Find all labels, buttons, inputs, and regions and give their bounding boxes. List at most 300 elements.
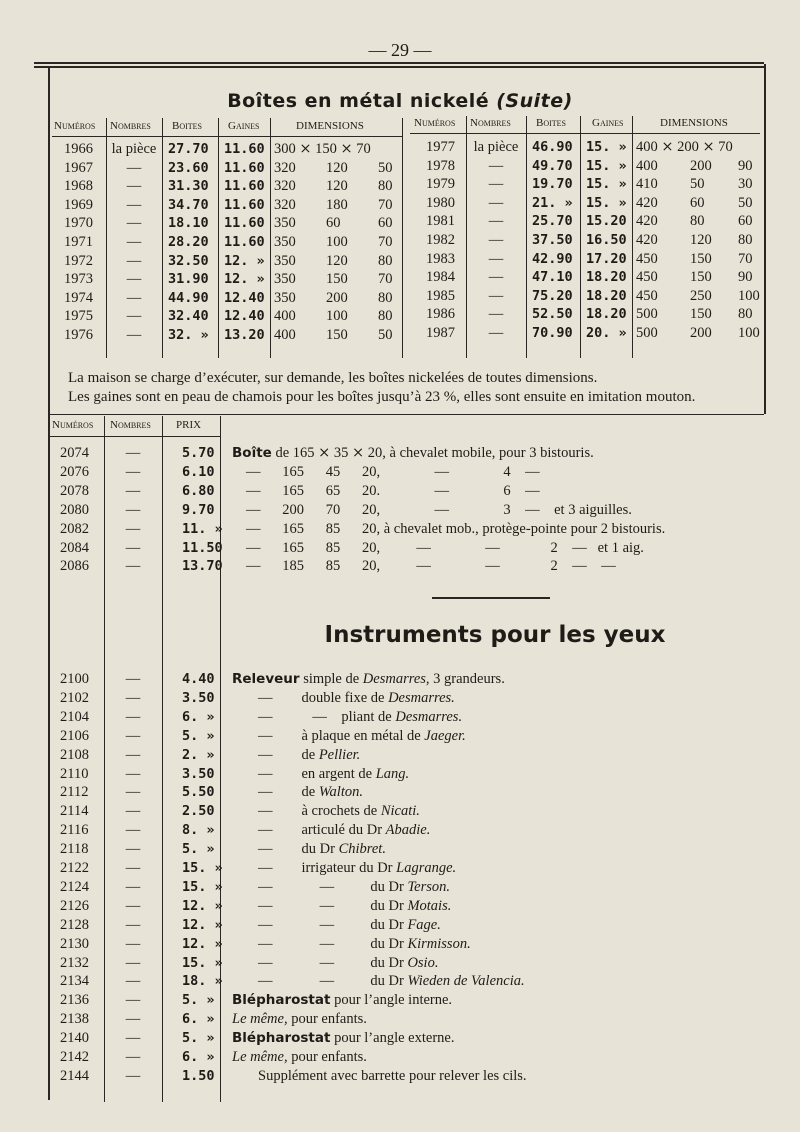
row-boite-price: 31.30 <box>168 178 209 195</box>
row-number: 2118 <box>60 841 89 858</box>
row-gaine-price: 16.50 <box>586 232 627 248</box>
row-number: 2136 <box>60 992 89 1009</box>
row-dim-1: 320 <box>274 196 296 213</box>
row-number: 2112 <box>60 784 89 801</box>
row-dim-2: 60 <box>326 215 341 232</box>
row-description-text: — 185 85 20, — — 2 — — <box>246 558 616 575</box>
row-number: 1984 <box>426 269 455 286</box>
row-price: 15. » <box>182 860 223 876</box>
header-dimensions-left: DIMENSIONS <box>296 120 364 132</box>
row-price: 5. » <box>182 727 215 744</box>
row-description <box>246 557 616 575</box>
row-number: 2074 <box>60 445 89 461</box>
row-price: 5. » <box>182 992 215 1009</box>
row-gaine-price: 11.60 <box>224 234 265 250</box>
row-description-italic: Walton. <box>318 784 363 801</box>
row-price: 4.40 <box>182 671 215 687</box>
row-description-text: — — du Dr <box>258 878 408 895</box>
row-number: 2106 <box>60 727 89 744</box>
row-description-tail: pour enfants. <box>287 1049 367 1065</box>
row-number: 1983 <box>426 250 455 267</box>
row-nombre: — <box>488 325 504 341</box>
row-nombre: — <box>125 520 141 537</box>
row-dim-1: 350 <box>274 234 296 250</box>
row-description-text: — à crochets de <box>258 803 381 820</box>
row-dim-1: 350 <box>274 252 296 269</box>
row-nombre: la pièce <box>473 139 519 155</box>
row-gaine-price: 18.20 <box>586 306 627 323</box>
row-nombre: — <box>125 708 141 725</box>
header-nombres-s2: Nombres <box>110 419 151 431</box>
row-description-text: — à plaque en métal de <box>258 727 425 744</box>
row-number: 1977 <box>426 139 455 155</box>
row-price: 6.10 <box>182 463 215 480</box>
row-description-text: — — pliant de <box>258 708 396 725</box>
row-dim-1: 410 <box>636 176 658 193</box>
row-nombre: — <box>125 803 141 820</box>
row-boite-price: 25.70 <box>532 213 573 230</box>
row-dim-2: 120 <box>690 232 712 248</box>
row-number: 1974 <box>64 289 93 306</box>
row-price: 15. » <box>182 878 223 895</box>
frame-top-rule-2 <box>34 66 764 68</box>
row-boite-price: 27.70 <box>168 141 209 157</box>
row-description-italic: Jaeger. <box>424 727 466 744</box>
row-description <box>246 482 540 500</box>
header-nombres-left: Nombres <box>110 120 151 132</box>
row-description-italic: Terson. <box>407 878 451 895</box>
row-description-text: — en argent de <box>258 765 376 782</box>
row-number: 2114 <box>60 803 89 820</box>
row-nombre: — <box>125 935 141 952</box>
row-boite-price: 19.70 <box>532 176 573 193</box>
header-gaines-right: Gaines <box>592 117 624 129</box>
row-dim-2: 50 <box>690 176 705 193</box>
row-price: 12. » <box>182 935 223 952</box>
col-rule <box>104 416 105 1102</box>
row-description <box>232 1029 454 1047</box>
row-description <box>258 802 420 820</box>
row-number: 2138 <box>60 1011 89 1028</box>
row-number: 2086 <box>60 558 89 575</box>
row-price: 1.50 <box>182 1067 215 1084</box>
row-boite-price: 32. » <box>168 327 209 343</box>
row-description <box>258 972 525 990</box>
row-description <box>246 539 644 557</box>
row-description-text: — — du Dr <box>258 954 408 971</box>
row-gaine-price: 15. » <box>586 139 627 155</box>
row-description <box>246 463 540 481</box>
row-description-text: — 165 65 20. — 6 — <box>246 482 540 499</box>
row-dim-2: 200 <box>326 289 348 306</box>
row-gaine-price: 13.20 <box>224 327 265 343</box>
row-nombre: — <box>125 765 141 782</box>
col-rule <box>580 116 581 358</box>
col-rule <box>106 118 107 358</box>
row-nombre: — <box>126 252 142 269</box>
section-title-text: Boîtes en métal nickelé <box>227 90 490 112</box>
row-dim-3: 80 <box>738 232 753 248</box>
row-description-italic: Kirmisson. <box>407 935 471 952</box>
row-number: 1968 <box>64 178 93 195</box>
row-dim-3: 80 <box>378 308 393 325</box>
row-nombre: — <box>126 271 142 288</box>
col-rule <box>402 118 403 358</box>
row-number: 1986 <box>426 306 455 323</box>
row-description <box>246 501 632 519</box>
row-nombre: — <box>125 482 141 499</box>
row-number: 2108 <box>60 746 89 763</box>
section2-top-rule <box>48 414 764 415</box>
row-gaine-price: 12.40 <box>224 308 265 325</box>
row-nombre: — <box>125 860 141 876</box>
row-dim-1: 450 <box>636 250 658 267</box>
row-nombre: — <box>125 897 141 914</box>
row-number: 2102 <box>60 689 89 706</box>
row-nombre: — <box>488 269 504 286</box>
row-description-italic: Fage. <box>407 916 441 933</box>
row-dim-2: 150 <box>690 250 712 267</box>
row-description-italic: Desmarres. <box>395 708 463 725</box>
row-boite-price: 34.70 <box>168 196 209 213</box>
row-price: 2. » <box>182 746 215 763</box>
col-rule <box>526 116 527 358</box>
row-price: 12. » <box>182 916 223 933</box>
row-price: 11. » <box>182 520 223 537</box>
row-number: 1976 <box>64 327 93 343</box>
row-description-text: — — du Dr <box>258 916 408 933</box>
row-number: 1971 <box>64 234 93 250</box>
row-description <box>258 897 451 915</box>
row-dim-1: 400 <box>636 157 658 174</box>
row-price: 12. » <box>182 897 223 914</box>
row-description-text: pour l’angle externe. <box>330 1030 455 1047</box>
row-boite-price: 37.50 <box>532 232 573 248</box>
header-nombres-right: Nombres <box>470 117 511 129</box>
row-number: 1982 <box>426 232 455 248</box>
row-description-italic: Desmarres <box>362 671 426 687</box>
row-description-text: — irrigateur du Dr <box>258 860 397 876</box>
row-description-italic: Lagrange. <box>396 860 457 876</box>
row-description <box>232 1048 367 1066</box>
row-price: 5. » <box>182 841 215 858</box>
row-number: 1985 <box>426 287 455 304</box>
row-description-text: simple de <box>299 671 363 687</box>
row-number: 2140 <box>60 1030 89 1047</box>
row-description-text: — double fixe de <box>258 689 389 706</box>
row-number: 2100 <box>60 671 89 687</box>
row-boite-price: 31.90 <box>168 271 209 288</box>
row-dim-3: 90 <box>738 157 753 174</box>
row-nombre: — <box>125 558 141 575</box>
row-dim-3: 70 <box>738 250 753 267</box>
row-dim-2: 80 <box>690 213 705 230</box>
row-nombre: — <box>125 1049 141 1065</box>
row-description-text: — du Dr <box>258 841 339 858</box>
row-number: 1969 <box>64 196 93 213</box>
row-dim-2: 150 <box>326 327 348 343</box>
row-nombre: — <box>488 176 504 193</box>
page-number: — 29 — <box>368 40 432 60</box>
row-description-bold: Releveur <box>232 671 300 687</box>
row-price: 8. » <box>182 822 215 839</box>
row-gaine-price: 15. » <box>586 157 627 174</box>
row-dim-1: 350 <box>274 215 296 232</box>
row-description-bold: Boîte <box>232 445 272 461</box>
header-rule-left <box>52 136 402 137</box>
row-dim-1: 350 <box>274 289 296 306</box>
row-price: 9.70 <box>182 501 215 518</box>
row-dim-2: 150 <box>326 271 348 288</box>
row-price: 2.50 <box>182 803 215 820</box>
row-description <box>258 783 363 801</box>
row-description <box>258 727 466 745</box>
row-nombre: — <box>125 501 141 518</box>
header-numeros-right: Numéros <box>414 117 456 129</box>
row-nombre: — <box>126 159 142 176</box>
row-gaine-price: 12.40 <box>224 289 265 306</box>
row-description <box>258 765 409 783</box>
frame-top-rule <box>34 62 764 64</box>
row-number: 1980 <box>426 194 455 211</box>
row-description-italic: Le même, <box>232 1011 288 1028</box>
row-number: 2084 <box>60 539 89 556</box>
row-description <box>258 954 438 972</box>
row-number: 1981 <box>426 213 455 230</box>
col-rule <box>162 416 163 1102</box>
row-dim-1: 400 <box>274 308 296 325</box>
row-nombre: — <box>126 196 142 213</box>
row-nombre: — <box>488 287 504 304</box>
note-line-2: Les gaines sont en peau de chamois pour les boîtes jusqu’à 23 %, elles sont ensuite en imitation mouton. <box>68 389 696 405</box>
row-gaine-price: 12. » <box>224 252 265 269</box>
row-nombre: la pièce <box>111 141 157 157</box>
row-dim-2: 250 <box>690 287 712 304</box>
row-gaine-price: 18.20 <box>586 269 627 286</box>
row-dim-3: 100 <box>738 287 760 304</box>
row-dim-1: 400 ⨯ 200 ⨯ 70 <box>636 139 733 155</box>
header-prix-s2: PRIX <box>176 419 202 431</box>
row-price: 13.70 <box>182 558 223 575</box>
row-description-bold: Blépharostat <box>232 1030 331 1047</box>
header-numeros-s2: Numéros <box>52 419 94 431</box>
row-nombre: — <box>488 250 504 267</box>
row-number: 1966 <box>64 141 93 157</box>
row-gaine-price: 12. » <box>224 271 265 288</box>
row-dim-1: 320 <box>274 159 296 176</box>
row-boite-price: 70.90 <box>532 325 573 341</box>
row-dim-2: 120 <box>326 252 348 269</box>
row-description <box>258 935 471 953</box>
row-dim-1: 420 <box>636 213 658 230</box>
row-description-italic: Le même, <box>232 1049 288 1065</box>
row-description-text: — 200 70 20, — 3 — et 3 aiguilles. <box>246 501 632 518</box>
row-nombre: — <box>488 213 504 230</box>
row-boite-price: 75.20 <box>532 287 573 304</box>
row-description <box>258 708 462 726</box>
row-number: 2126 <box>60 897 89 914</box>
row-number: 2078 <box>60 482 89 499</box>
row-boite-price: 32.50 <box>168 252 209 269</box>
row-number: 2132 <box>60 954 89 971</box>
row-description-italic: Lang. <box>375 765 410 782</box>
row-nombre: — <box>126 289 142 306</box>
row-nombre: — <box>125 445 141 461</box>
row-description-text: — de <box>258 784 319 801</box>
row-description-text: — — du Dr <box>258 897 408 914</box>
row-price: 3.50 <box>182 689 215 706</box>
row-description-text: — articulé du Dr <box>258 822 386 839</box>
row-number: 2142 <box>60 1049 89 1065</box>
col-rule <box>218 118 219 358</box>
row-dim-3: 80 <box>738 306 753 323</box>
row-description-tail: , 3 grandeurs. <box>425 671 505 687</box>
header-dimensions-right: DIMENSIONS <box>660 117 728 129</box>
row-description <box>258 1067 527 1085</box>
row-nombre: — <box>126 178 142 195</box>
row-number: 2104 <box>60 708 89 725</box>
row-dim-1: 500 <box>636 325 658 341</box>
row-dim-2: 180 <box>326 196 348 213</box>
row-description-text: — — du Dr <box>258 973 408 990</box>
row-price: 6. » <box>182 1049 215 1065</box>
section-title <box>0 90 800 112</box>
row-number: 1973 <box>64 271 93 288</box>
row-nombre: — <box>125 841 141 858</box>
row-description-italic: Wieden de Valencia. <box>407 973 525 990</box>
row-number: 2080 <box>60 501 89 518</box>
row-description <box>258 878 450 896</box>
row-boite-price: 44.90 <box>168 289 209 306</box>
row-number: 2076 <box>60 463 89 480</box>
row-dim-1: 400 <box>274 327 296 343</box>
row-nombre: — <box>126 234 142 250</box>
row-gaine-price: 11.60 <box>224 159 265 176</box>
header-rule-right <box>410 133 760 134</box>
row-dim-2: 120 <box>326 178 348 195</box>
row-nombre: — <box>488 157 504 174</box>
row-dim-2: 150 <box>690 269 712 286</box>
row-boite-price: 47.10 <box>532 269 573 286</box>
row-boite-price: 23.60 <box>168 159 209 176</box>
row-description-italic: Osio. <box>407 954 439 971</box>
row-description <box>258 840 386 858</box>
header-boites-right: Boites <box>536 117 567 129</box>
row-gaine-price: 15. » <box>586 194 627 211</box>
row-dim-3: 100 <box>738 325 760 341</box>
row-description <box>232 444 594 462</box>
row-dim-3: 60 <box>378 215 393 232</box>
row-price: 6.80 <box>182 482 215 499</box>
row-nombre: — <box>125 463 141 480</box>
row-price: 6. » <box>182 1011 215 1028</box>
row-price: 3.50 <box>182 765 215 782</box>
row-number: 1978 <box>426 157 455 174</box>
row-dim-3: 70 <box>378 196 393 213</box>
row-dim-2: 100 <box>326 308 348 325</box>
row-description <box>232 1010 367 1028</box>
row-nombre: — <box>125 727 141 744</box>
row-description-tail: pour enfants. <box>287 1011 367 1028</box>
row-nombre: — <box>488 194 504 211</box>
row-number: 1970 <box>64 215 93 232</box>
row-description <box>232 670 505 688</box>
row-boite-price: 18.10 <box>168 215 209 232</box>
row-price: 5. » <box>182 1030 215 1047</box>
row-price: 18. » <box>182 973 223 990</box>
row-description-italic: Motais. <box>407 897 452 914</box>
frame-left-rule <box>48 66 50 1100</box>
row-boite-price: 32.40 <box>168 308 209 325</box>
row-number: 2128 <box>60 916 89 933</box>
row-price: 5.50 <box>182 784 215 801</box>
row-dim-1: 450 <box>636 287 658 304</box>
section2-header-rule <box>48 436 220 437</box>
row-dim-2: 150 <box>690 306 712 323</box>
row-dim-1: 500 <box>636 306 658 323</box>
row-description-text: — 165 45 20, — 4 — <box>246 463 540 480</box>
row-number: 2082 <box>60 520 89 537</box>
row-description-italic: Pellier. <box>318 746 361 763</box>
row-dim-3: 70 <box>378 271 393 288</box>
row-nombre: — <box>126 327 142 343</box>
row-dim-1: 420 <box>636 194 658 211</box>
row-nombre: — <box>126 308 142 325</box>
row-nombre: — <box>125 822 141 839</box>
row-dim-1: 300 ⨯ 150 ⨯ 70 <box>274 141 371 157</box>
row-nombre: — <box>125 1067 141 1084</box>
row-dim-3: 80 <box>378 178 393 195</box>
row-number: 2134 <box>60 973 89 990</box>
row-description <box>258 689 455 707</box>
row-nombre: — <box>488 232 504 248</box>
row-nombre: — <box>488 306 504 323</box>
row-description-text: — 165 85 20, — — 2 — et 1 aig. <box>246 539 644 556</box>
row-nombre: — <box>125 954 141 971</box>
row-boite-price: 42.90 <box>532 250 573 267</box>
row-price: 15. » <box>182 954 223 971</box>
row-dim-3: 50 <box>378 327 393 343</box>
row-dim-3: 70 <box>378 234 393 250</box>
row-gaine-price: 11.60 <box>224 178 265 195</box>
row-gaine-price: 15. » <box>586 176 627 193</box>
row-boite-price: 28.20 <box>168 234 209 250</box>
col-rule <box>270 118 271 358</box>
row-dim-2: 200 <box>690 325 712 341</box>
row-nombre: — <box>125 1011 141 1028</box>
row-boite-price: 21. » <box>532 194 573 211</box>
row-number: 2116 <box>60 822 89 839</box>
row-description <box>232 991 452 1009</box>
header-boites-left: Boites <box>172 120 203 132</box>
row-description-text: de 165 ⨯ 35 ⨯ 20, à chevalet mobile, pour 3 bistouris. <box>271 445 594 461</box>
row-description-text: Supplément avec barrette pour relever les cils. <box>258 1067 527 1084</box>
row-nombre: — <box>125 539 141 556</box>
row-number: 2130 <box>60 935 89 952</box>
col-rule <box>162 118 163 358</box>
row-number: 1972 <box>64 252 93 269</box>
row-description <box>258 859 456 877</box>
row-description-bold: Blépharostat <box>232 992 331 1009</box>
row-boite-price: 49.70 <box>532 157 573 174</box>
row-gaine-price: 17.20 <box>586 250 627 267</box>
row-nombre: — <box>125 784 141 801</box>
row-dim-3: 80 <box>378 252 393 269</box>
row-gaine-price: 11.60 <box>224 141 265 157</box>
section-title-suffix: (Suite) <box>496 90 573 112</box>
row-number: 2110 <box>60 765 89 782</box>
row-number: 1979 <box>426 176 455 193</box>
